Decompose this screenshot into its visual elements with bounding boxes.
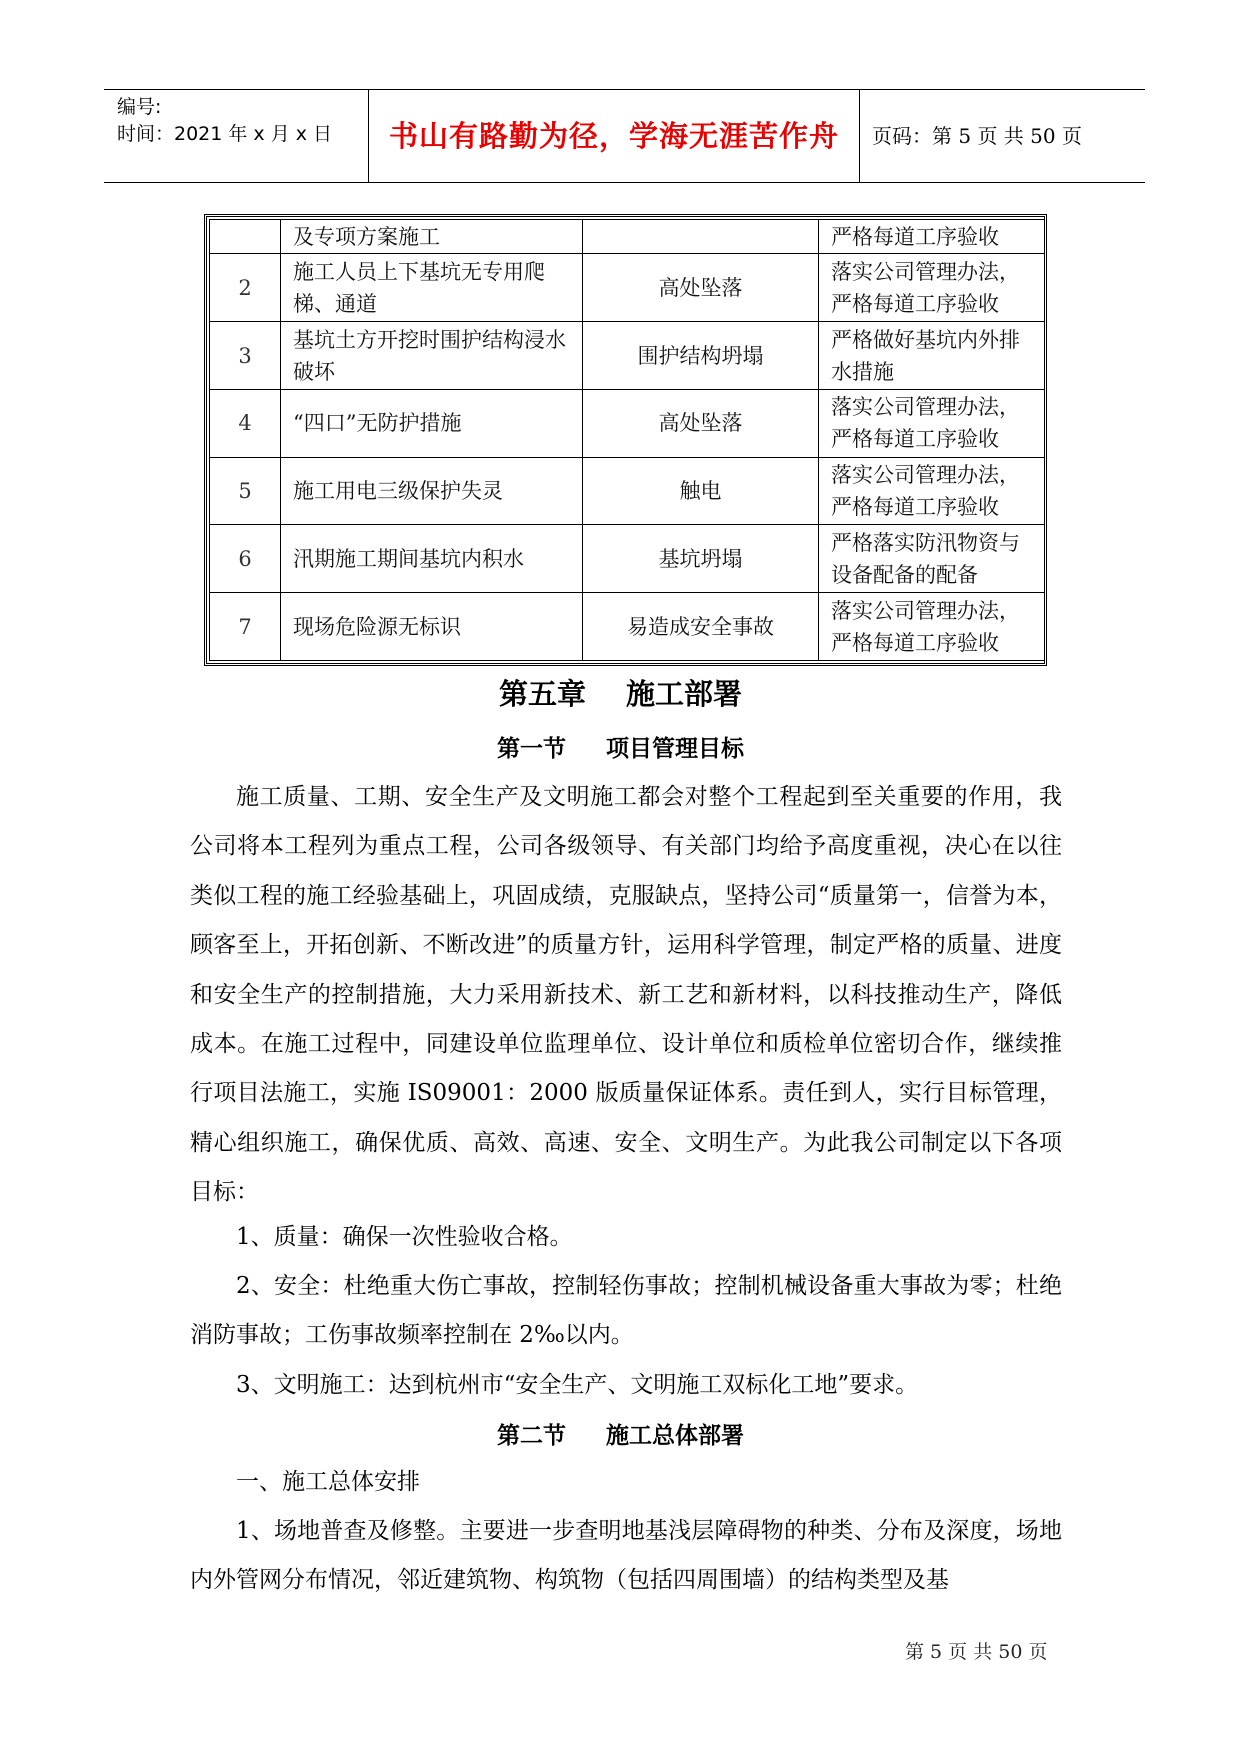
subheading: 一、施工总体安排 <box>236 1469 420 1495</box>
section-title: 施工总体部署 <box>606 1423 744 1449</box>
row-number: 5 <box>210 457 281 525</box>
page-footer: 第 5 页 共 50 页 <box>905 1641 1048 1663</box>
row-number: 7 <box>210 593 281 661</box>
control-measure: 落实公司管理办法，严格每道工序验收 <box>819 593 1045 661</box>
row-number: 2 <box>210 254 281 322</box>
chapter-title: 施工部署 <box>626 677 743 711</box>
header-page-info: 页码：第 5 页 共 50 页 <box>872 124 1082 148</box>
header-divider <box>859 90 860 183</box>
hazard-item: “四口”无防护措施 <box>281 389 583 457</box>
risk-table-frame <box>204 214 1047 666</box>
risk-table-body <box>210 220 1045 661</box>
risk-type <box>583 220 819 254</box>
header-number-label: 编号: <box>117 96 162 118</box>
chapter-heading <box>0 672 1241 716</box>
table-row <box>210 254 1045 322</box>
paragraph: 1、场地普查及修整。主要进一步查明地基浅层障碍物的种类、分布及深度，场地内外管网分布情况，邻近建筑物、构筑物（包括四周围墙）的结构类型及基 <box>190 1518 1062 1594</box>
hazard-item: 现场危险源无标识 <box>281 593 583 661</box>
control-measure: 落实公司管理办法，严格每道工序验收 <box>819 389 1045 457</box>
page-header <box>104 89 1145 183</box>
table-row <box>210 389 1045 457</box>
risk-type: 基坑坍塌 <box>583 525 819 593</box>
risk-type: 高处坠落 <box>583 389 819 457</box>
goal-item: 2、安全：杜绝重大伤亡事故，控制轻伤事故；控制机械设备重大事故为零；杜绝消防事故；工伤事故频率控制在 2‰以内。 <box>190 1273 1062 1349</box>
risk-table <box>209 219 1045 661</box>
hazard-item: 汛期施工期间基坑内积水 <box>281 525 583 593</box>
section-title: 项目管理目标 <box>606 736 744 762</box>
hazard-item: 基坑土方开挖时围护结构浸水破坏 <box>281 322 583 390</box>
table-row <box>210 457 1045 525</box>
control-measure: 严格每道工序验收 <box>819 220 1045 254</box>
table-row <box>210 593 1045 661</box>
control-measure: 严格落实防汛物资与设备配备的配备 <box>819 525 1045 593</box>
paragraph: 施工质量、工期、安全生产及文明施工都会对整个工程起到至关重要的作用，我公司将本工程列为重点工程，公司各级领导、有关部门均给予高度重视，决心在以往类似工程的施工经验基础上，巩固成绩，克服缺点，坚持公司“质量第一，信誉为本，顾客至上，开拓创新、不断改进”的质量方针，运用科学管理，制定严格的质量、进度和安全生产的控制措施，大力采用新技术、新工艺和新材料，以科技推动生产，降低成本。在施工过程中，同建设单位监理单位、设计单位和质检单位密切合作，继续推行项目法施工，实施 IS09001：2000 版质量保证体系。责任到人，实行目标管理，精心组织施工，确保优质、高效、高速、安全、文明生产。为此我公司制定以下各项目标： <box>190 784 1062 1206</box>
control-measure: 落实公司管理办法，严格每道工序验收 <box>819 457 1045 525</box>
hazard-item: 施工人员上下基坑无专用爬梯、通道 <box>281 254 583 322</box>
risk-type: 触电 <box>583 457 819 525</box>
row-number: 4 <box>210 389 281 457</box>
risk-type: 高处坠落 <box>583 254 819 322</box>
section-number: 第二节 <box>497 1423 566 1449</box>
hazard-item: 施工用电三级保护失灵 <box>281 457 583 525</box>
section-heading <box>0 1418 1241 1454</box>
header-motto: 书山有路勤为径，学海无涯苦作舟 <box>388 119 839 153</box>
goal-item: 1、质量：确保一次性验收合格。 <box>236 1224 573 1250</box>
risk-type: 围护结构坍塌 <box>583 322 819 390</box>
header-time-label: 时间：2021 年 x 月 x 日 <box>117 123 333 145</box>
row-number: 3 <box>210 322 281 390</box>
goal-item: 3、文明施工：达到杭州市“安全生产、文明施工双标化工地”要求。 <box>236 1372 919 1398</box>
control-measure: 落实公司管理办法，严格每道工序验收 <box>819 254 1045 322</box>
chapter-number: 第五章 <box>498 677 586 711</box>
control-measure: 严格做好基坑内外排水措施 <box>819 322 1045 390</box>
section-heading <box>0 731 1241 767</box>
row-number: 6 <box>210 525 281 593</box>
table-row <box>210 220 1045 254</box>
table-row <box>210 525 1045 593</box>
table-row <box>210 322 1045 390</box>
hazard-item: 及专项方案施工 <box>281 220 583 254</box>
risk-type: 易造成安全事故 <box>583 593 819 661</box>
header-meta <box>117 94 332 148</box>
section-number: 第一节 <box>497 736 566 762</box>
row-number <box>210 220 281 254</box>
